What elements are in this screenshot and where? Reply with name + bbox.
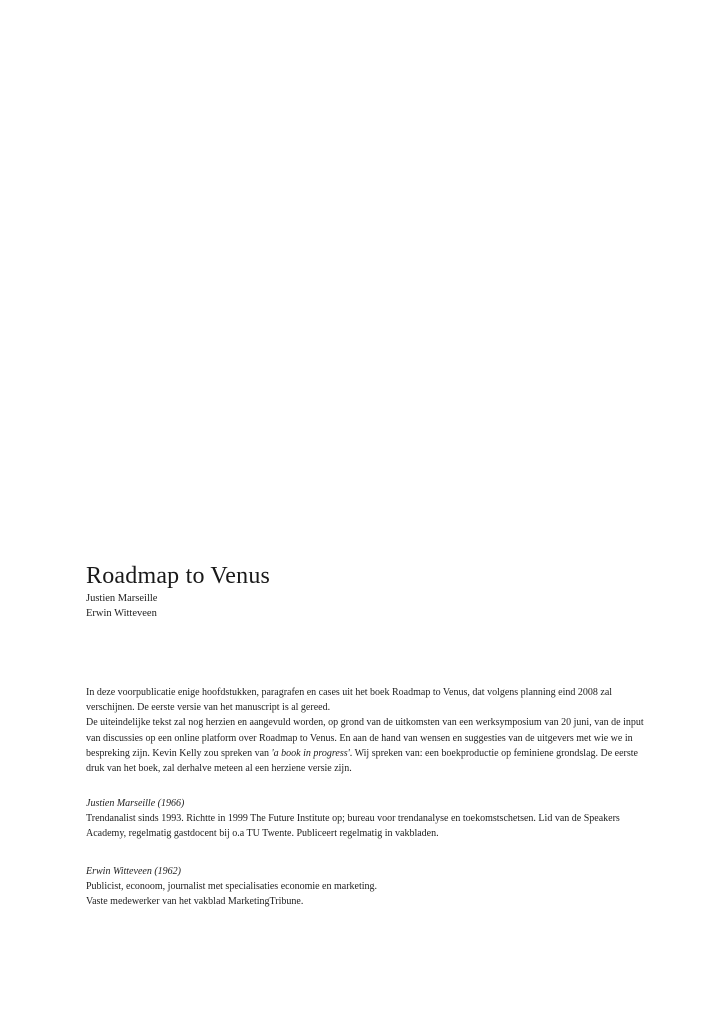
intro-paragraph bbox=[86, 715, 646, 776]
intro-text-part: . Wij spreken van: een boekproductie op feminiene grondslag. De eerste druk van het boek, zal derhalve meteen al een herziene versie zijn. bbox=[86, 747, 638, 775]
bio-erwin-witteveen bbox=[86, 864, 646, 910]
bio-line: Publicist, econoom, journalist met specialisaties economie en marketing. bbox=[86, 881, 378, 893]
bio-name: Justien Marseille (1966) bbox=[86, 798, 185, 809]
intro-paragraph: In deze voorpublicatie enige hoofdstukken, paragrafen en cases uit het boek Roadmap to Venus, dat volgens planning eind 2008 zal verschijnen. De eerste versie van het manuscript is al gereed. bbox=[86, 687, 613, 714]
bio-text bbox=[86, 879, 646, 909]
intro-emphasis: 'a book in progress' bbox=[271, 747, 350, 759]
bio-name: Erwin Witteveen (1962) bbox=[86, 866, 181, 877]
bio-line: Trendanalist sinds 1993. Richtte in 1999 The Future Institute op; bureau voor trendanalyse en toekomstschetsen. Lid van de Speakers Academy, regelmatig gastdocent bij o.a TU Twente. Publiceert regelmatig in vakbladen. bbox=[86, 813, 620, 840]
bio-text bbox=[86, 811, 646, 841]
book-title: Roadmap to Venus bbox=[86, 563, 271, 589]
intro-text bbox=[86, 685, 646, 776]
bio-justien-marseille bbox=[86, 796, 646, 842]
author-name: Justien Marseille bbox=[86, 593, 158, 604]
title-block bbox=[86, 561, 646, 621]
bio-line: Vaste medewerker van het vakblad MarketingTribune. bbox=[86, 896, 304, 908]
intro-text-part: De uiteindelijke tekst zal nog herzien en aangevuld worden, op grond van de uitkomsten van een werksymposium van 20 juni, van de input van discussies op een online platform over Roadmap to Venus. En aan de hand van wensen en suggesties van de uitgevers met wie we in bespreking zijn. Kevin Kelly zou spreken van bbox=[86, 717, 644, 759]
author-name: Erwin Witteveen bbox=[86, 608, 157, 619]
